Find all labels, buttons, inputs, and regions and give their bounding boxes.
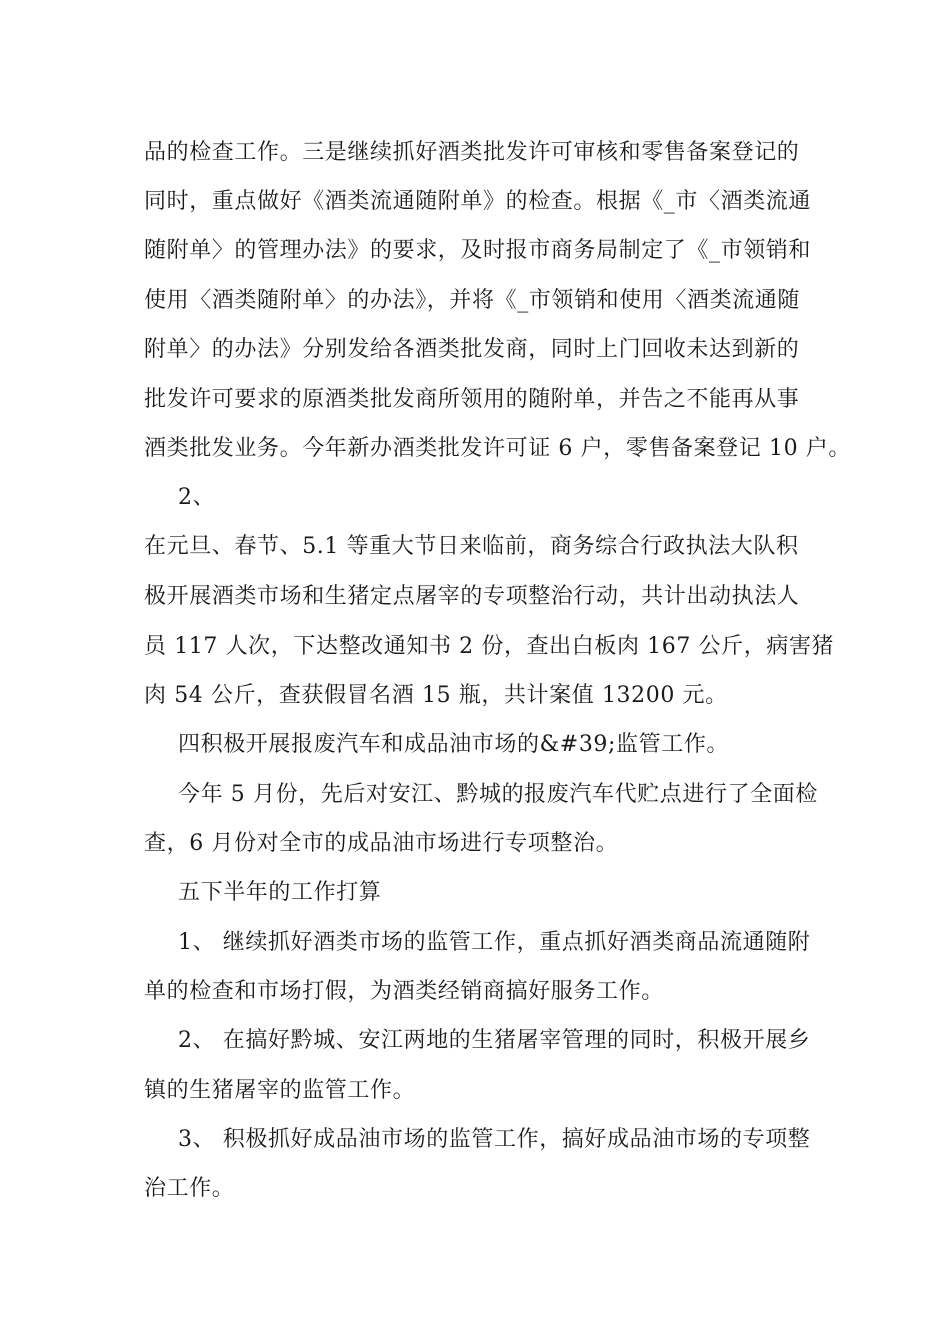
list-item-2: 2、 在搞好黔城、安江两地的生猪屠宰管理的同时，积极开展乡 [178,1028,811,1053]
body-text-line: 随附单〉的管理办法》的要求，及时报市商务局制定了《_市领销和 [144,238,812,263]
section-heading: 四积极开展报废汽车和成品油市场的&#39;监管工作。 [178,732,730,757]
body-text-line: 酒类批发业务。今年新办酒类批发许可证 6 户，零售备案登记 10 户。 [144,436,851,461]
list-number: 2、 [178,485,216,510]
body-text-line: 单的检查和市场打假，为酒类经销商搞好服务工作。 [144,979,664,1004]
body-text-line: 治工作。 [144,1176,235,1201]
body-text-line: 查，6 月份对全市的成品油市场进行专项整治。 [144,831,619,856]
body-text-line: 使用〈酒类随附单〉的办法》，并将《_市领销和使用〈酒类流通随 [144,288,801,313]
body-text-line: 同时，重点做好《酒类流通随附单》的检查。根据《_市〈酒类流通 [144,189,812,214]
list-item-1: 1、 继续抓好酒类市场的监管工作，重点抓好酒类商品流通随附 [178,930,811,955]
body-text-line: 肉 54 公斤，查获假冒名酒 15 瓶，共计案值 13200 元。 [144,683,728,708]
body-text-line: 附单〉的办法》分别发给各酒类批发商，同时上门回收未达到新的 [144,337,800,362]
section-heading: 五下半年的工作打算 [178,880,382,905]
body-text-line: 品的检查工作。三是继续抓好酒类批发许可审核和零售备案登记的 [144,140,800,165]
body-text-line: 今年 5 月份，先后对安江、黔城的报废汽车代贮点进行了全面检 [178,782,818,807]
body-text-line: 极开展酒类市场和生猪定点屠宰的专项整治行动，共计出动执法人 [144,584,800,609]
body-text-line: 镇的生猪屠宰的监管工作。 [144,1078,416,1103]
list-item-3: 3、 积极抓好成品油市场的监管工作，搞好成品油市场的专项整 [178,1127,811,1152]
body-text-line: 在元旦、春节、5.1 等重大节日来临前，商务综合行政执法大队积 [144,534,799,559]
body-text-line: 批发许可要求的原酒类批发商所领用的随附单，并告之不能再从事 [144,387,800,412]
body-text-line: 员 117 人次，下达整改通知书 2 份，查出白板肉 167 公斤，病害猪 [144,634,835,659]
